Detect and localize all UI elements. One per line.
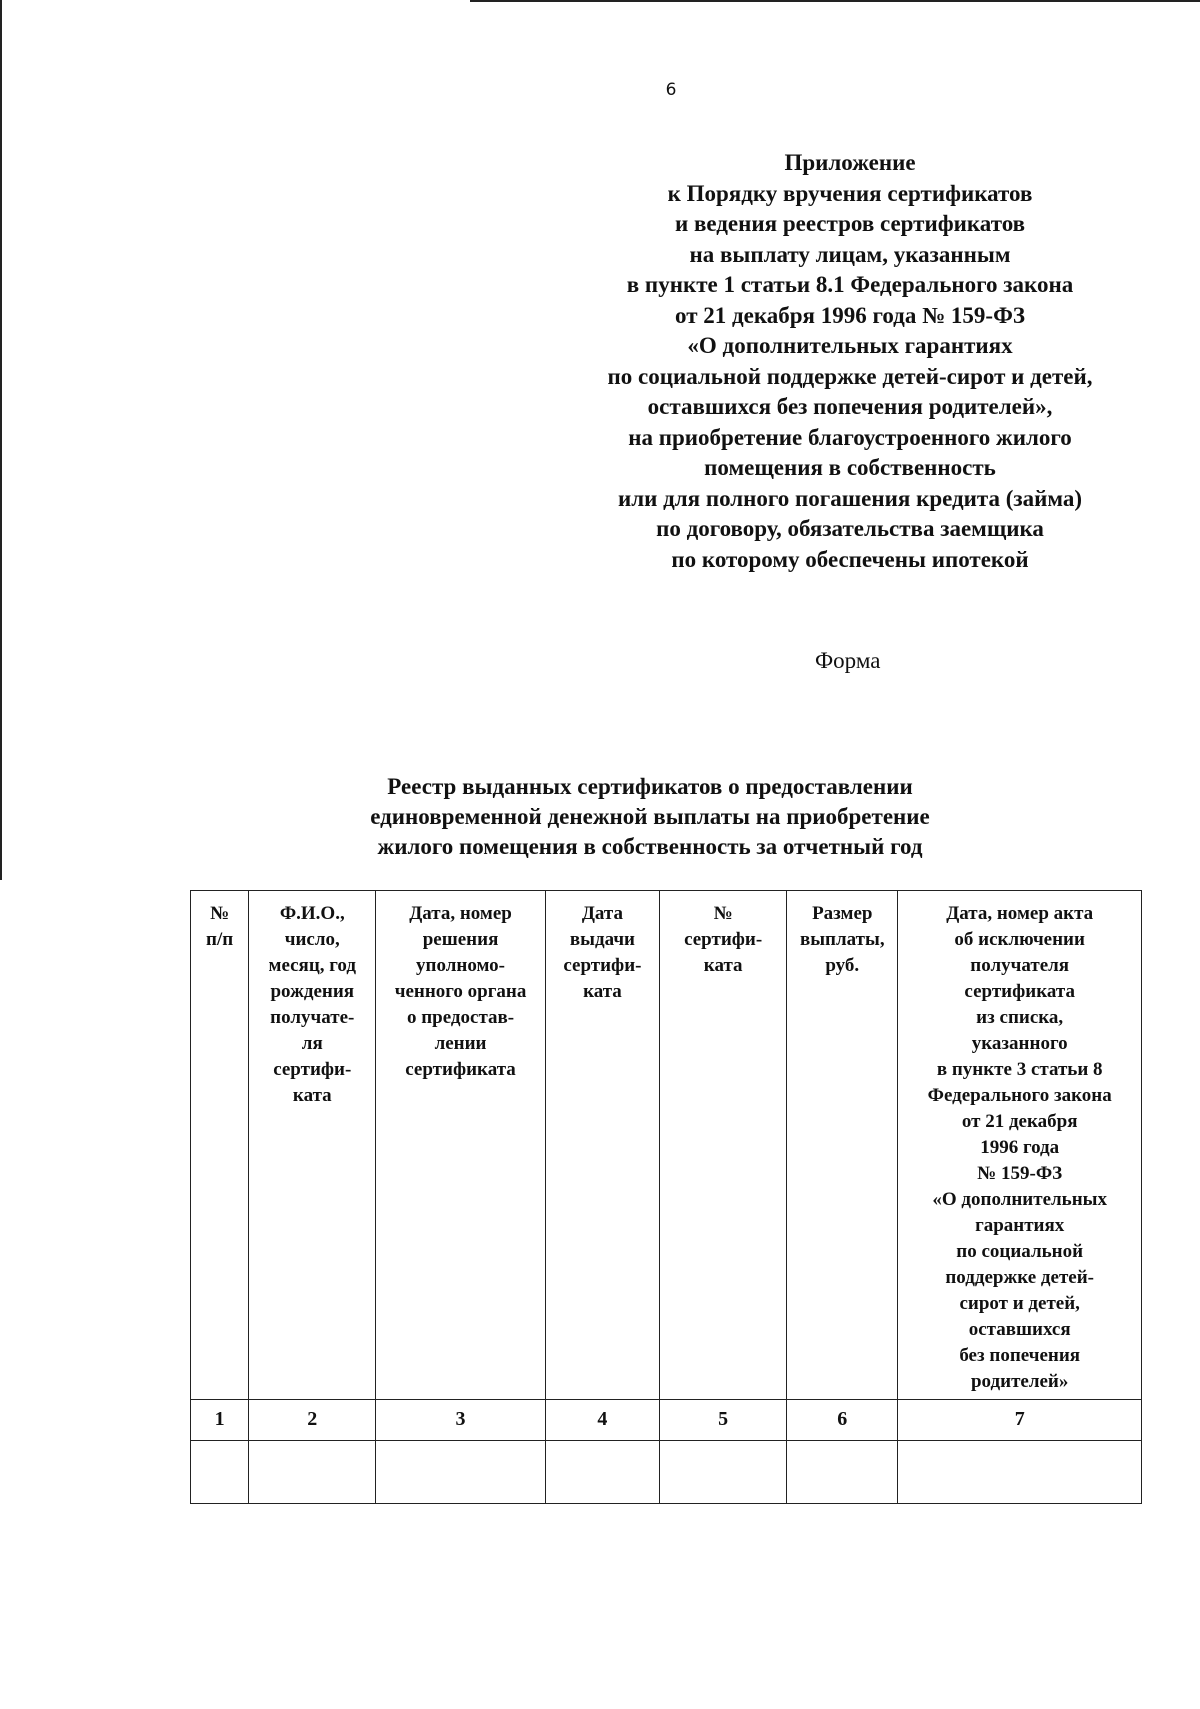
table-cell — [898, 1441, 1142, 1504]
appendix-line: на приобретение благоустроенного жилого — [628, 424, 1072, 450]
appendix-line: «О дополнительных гарантиях — [687, 333, 1013, 358]
column-header-4 — [545, 891, 659, 1400]
column-header-text: Размер выплаты, руб. — [799, 903, 885, 976]
column-header-3 — [376, 891, 545, 1400]
column-header-text: Дата, номер акта об исключении получателя сертификата из списка, указанного в пункте 3 статьи 8 Федерального закона от 21 декабря 1996 года № 159-ФЗ «О дополнительных гарантиях по социальной поддержке детей- сирот и детей, оставшихся без попечения родителей» — [927, 903, 1112, 1392]
column-header-text: № сертифи- ката — [684, 903, 763, 976]
appendix-line: на выплату лицам, указанным — [689, 241, 1011, 267]
appendix-line: или для полного погашения кредита (займа) — [617, 485, 1083, 511]
table-cell — [545, 1441, 659, 1504]
scan-edge-top — [470, 0, 1200, 2]
registry-title-line: единовременной денежной выплаты на приобретение — [370, 804, 930, 829]
column-number-2: 2 — [249, 1400, 376, 1441]
column-header-1 — [191, 891, 249, 1400]
column-header-5 — [660, 891, 787, 1400]
appendix-line: от 21 декабря 1996 года № 159-ФЗ — [675, 302, 1025, 328]
column-number-4: 4 — [545, 1400, 659, 1441]
table-header-row — [191, 891, 1142, 1400]
column-number-6: 6 — [787, 1400, 898, 1441]
column-header-7 — [898, 891, 1142, 1400]
scan-edge-left — [0, 0, 2, 880]
appendix-line: по которому обеспечены ипотекой — [671, 546, 1029, 572]
column-number-5: 5 — [660, 1400, 787, 1441]
column-header-text: Дата выдачи сертифи- ката — [563, 903, 642, 1002]
table-cell — [376, 1441, 545, 1504]
column-header-6 — [787, 891, 898, 1400]
appendix-heading — [550, 148, 1150, 575]
column-number-row — [191, 1400, 1142, 1441]
appendix-line: по договору, обязательства заемщика — [656, 516, 1044, 541]
table-cell — [191, 1441, 249, 1504]
appendix-line: в пункте 1 статьи 8.1 Федерального закона — [626, 272, 1074, 297]
registry-title — [300, 772, 1000, 862]
appendix-line: Приложение — [784, 150, 916, 175]
registry-title-line: жилого помещения в собственность за отчетный год — [377, 834, 923, 859]
appendix-line: к Порядку вручения сертификатов — [667, 180, 1033, 206]
column-header-text: Дата, номер решения уполномо- ченного органа о предостав- лении сертификата — [394, 903, 527, 1080]
registry-table — [190, 890, 1142, 1504]
appendix-line: по социальной поддержке детей-сирот и детей, — [607, 363, 1093, 389]
column-number-1: 1 — [191, 1400, 249, 1441]
table-cell — [787, 1441, 898, 1504]
appendix-line: помещения в собственность — [704, 455, 996, 480]
column-header-text: № п/п — [206, 903, 234, 950]
table-row — [191, 1441, 1142, 1504]
column-number-7: 7 — [898, 1400, 1142, 1441]
form-label: Форма — [815, 648, 881, 673]
page-number: 6 — [665, 80, 677, 100]
appendix-line: и ведения реестров сертификатов — [674, 211, 1026, 236]
column-header-text: Ф.И.О., число, месяц, год рождения получате- ля сертифи- ката — [268, 903, 357, 1106]
column-number-3: 3 — [376, 1400, 545, 1441]
table-cell — [660, 1441, 787, 1504]
column-header-2 — [249, 891, 376, 1400]
appendix-line: оставшихся без попечения родителей», — [647, 394, 1053, 419]
registry-title-line: Реестр выданных сертификатов о предоставлении — [387, 774, 913, 799]
table-cell — [249, 1441, 376, 1504]
